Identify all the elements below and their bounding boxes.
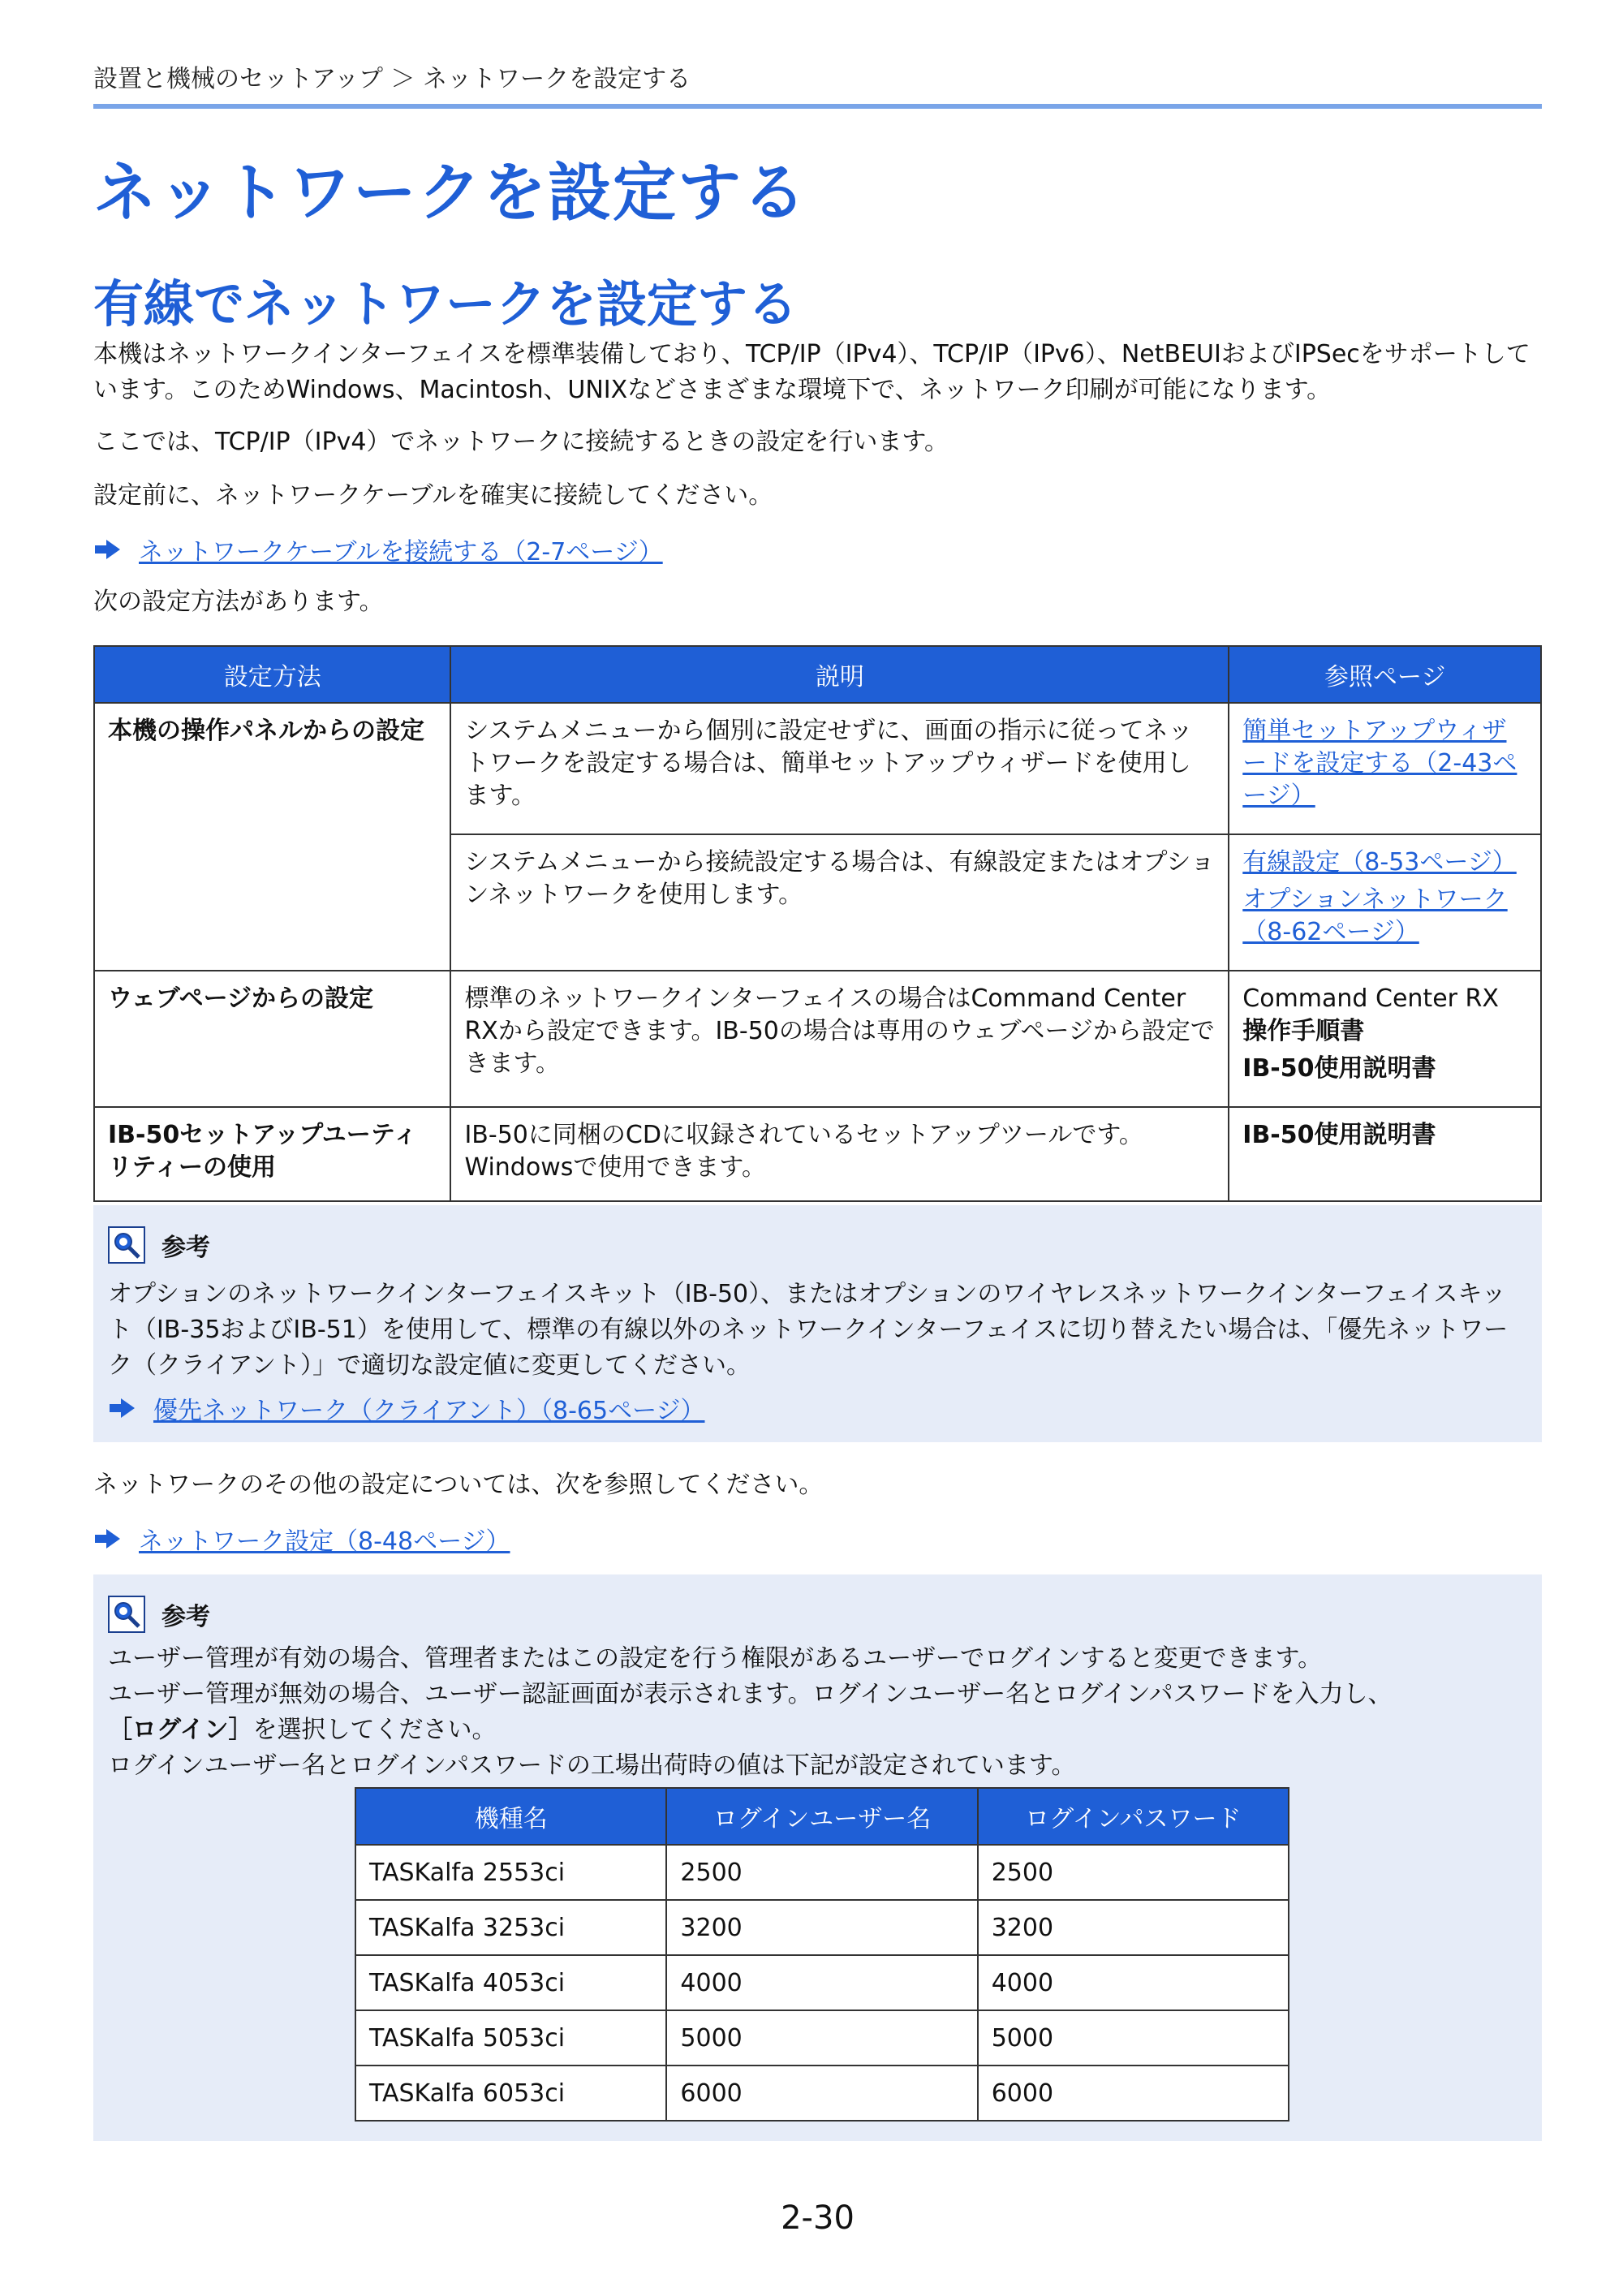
note-line: ユーザー管理が無効の場合、ユーザー認証画面が表示されます。ログインユーザー名とログインパスワードを入力し、［ログイン］を選択してください。 [108,1680,1393,1744]
ref-ib50-manual: IB-50使用説明書 [1242,1054,1436,1083]
header-login-user: ログインユーザー名 [666,1788,977,1845]
other-settings-text: ネットワークのその他の設定については、次を参照してください。 [93,1471,824,1499]
default-login-table [355,1787,1289,2122]
table-row [355,2010,1289,2066]
table-row [355,1955,1289,2010]
row-description: IB-50に同梱のCDに収録されているセットアップツールです。Windowsで使用できます。 [450,1107,1229,1201]
magnifier-note-icon [108,1596,145,1633]
link-wired-settings[interactable]: 有線設定（8-53ページ） [1242,848,1517,877]
arrow-right-icon [108,1398,136,1419]
methods-intro: 次の設定方法があります。 [93,588,384,616]
arrow-right-icon [93,539,121,560]
setup-methods-table [93,645,1542,1202]
table-row [355,1900,1289,1955]
row-description: システムメニューから個別に設定せずに、画面の指示に従ってネットワークを設定する場合は、簡単セットアップウィザードを使用します。 [450,703,1229,834]
user-cell: 4000 [666,1955,977,2010]
note-body [108,1641,1520,1784]
link-line-cable [93,532,663,567]
note-heading: 参考 [108,1596,210,1633]
password-cell: 6000 [978,2066,1289,2121]
table-row [94,703,1541,834]
row-description: システムメニューから接続設定する場合は、有線設定またはオプションネットワークを使用します。 [450,834,1229,971]
header-login-password: ログインパスワード [978,1788,1289,1845]
link-quick-setup-wizard[interactable]: 簡単セットアップウィザードを設定する（2-43ページ） [1242,717,1518,810]
model-cell: TASKalfa 4053ci [355,1955,666,2010]
password-cell: 5000 [978,2010,1289,2066]
header-method: 設定方法 [94,646,450,703]
reference-note-1 [93,1205,1542,1442]
page-title: ネットワークを設定する [93,157,808,230]
table-row [94,971,1541,1107]
table-row [355,1845,1289,1900]
user-cell: 5000 [666,2010,977,2066]
model-cell: TASKalfa 5053ci [355,2010,666,2066]
link-priority-network[interactable]: 優先ネットワーク（クライアント）（8-65ページ） [153,1397,705,1425]
row-label-operation-panel: 本機の操作パネルからの設定 [94,703,450,971]
table-row [94,1107,1541,1201]
header-description: 説明 [450,646,1229,703]
ref-operation-guide: 操作手順書 [1242,1017,1365,1045]
note-heading: 参考 [108,1226,210,1264]
note-line: ログインユーザー名とログインパスワードの工場出荷時の値は下記が設定されています。 [108,1751,1076,1780]
row-label-web-page: ウェブページからの設定 [94,971,450,1107]
model-cell: TASKalfa 2553ci [355,1845,666,1900]
model-cell: TASKalfa 3253ci [355,1900,666,1955]
header-model: 機種名 [355,1788,666,1845]
user-cell: 6000 [666,2066,977,2121]
header-reference: 参照ページ [1229,646,1541,703]
row-reference [1229,971,1541,1107]
ref-command-center: Command Center RX [1242,984,1499,1013]
link-network-settings[interactable]: ネットワーク設定（8-48ページ） [139,1527,510,1556]
link-optional-network[interactable]: オプションネットワーク（8-62ページ） [1242,885,1508,946]
header-rule [93,104,1542,109]
magnifier-note-icon [108,1226,145,1264]
user-cell: 2500 [666,1845,977,1900]
intro-paragraph-3: 設定前に、ネットワークケーブルを確実に接続してください。 [93,481,773,510]
breadcrumb: 設置と機械のセットアップ ＞ ネットワークを設定する [93,65,691,93]
table-header-row [355,1788,1289,1845]
intro-paragraph-1: 本機はネットワークインターフェイスを標準装備しており、TCP/IP（IPv4）、TCP/IP（IPv6）、NetBEUIおよびIPSecをサポートしています。このためWindows、Macintosh、UNIXなどさまざまな環境下で、ネットワーク印刷が可能になります。 [93,340,1530,404]
login-key-label: ［ログイン］ [108,1716,253,1744]
password-cell: 3200 [978,1900,1289,1955]
row-description: 標準のネットワークインターフェイスの場合はCommand Center RXから設定できます。IB-50の場合は専用のウェブページから設定できます。 [450,971,1229,1107]
link-line-priority [108,1390,705,1426]
intro-paragraph-2: ここでは、TCP/IP（IPv4）でネットワークに接続するときの設定を行います。 [93,428,949,456]
row-reference [1229,1107,1541,1201]
table-header-row [94,646,1541,703]
user-cell: 3200 [666,1900,977,1955]
row-reference [1229,703,1541,834]
page-number: 2-30 [781,2199,855,2237]
link-line-network-settings [93,1521,510,1557]
password-cell: 2500 [978,1845,1289,1900]
table-row [355,2066,1289,2121]
arrow-right-icon [93,1528,121,1549]
password-cell: 4000 [978,1955,1289,2010]
model-cell: TASKalfa 6053ci [355,2066,666,2121]
section-title: 有線でネットワークを設定する [93,274,799,334]
note-body: オプションのネットワークインターフェイスキット（IB-50）、またはオプションのワイヤレスネットワークインターフェイスキット（IB-35およびIB-51）を使用して、標準の有線以外のネットワークインターフェイスに切り替えたい場合は、「優先ネットワーク（クライアント）」で適切な設定値に変更してください。 [108,1280,1509,1380]
row-label-ib50-utility: IB-50セットアップユーティリティーの使用 [94,1107,450,1201]
note-line: ユーザー管理が有効の場合、管理者またはこの設定を行う権限があるユーザーでログインすると変更できます。 [108,1644,1323,1673]
link-network-cable[interactable]: ネットワークケーブルを接続する（2-7ページ） [139,538,663,566]
reference-note-2 [93,1574,1542,2141]
row-reference [1229,834,1541,971]
ref-ib50-manual: IB-50使用説明書 [1242,1121,1436,1149]
